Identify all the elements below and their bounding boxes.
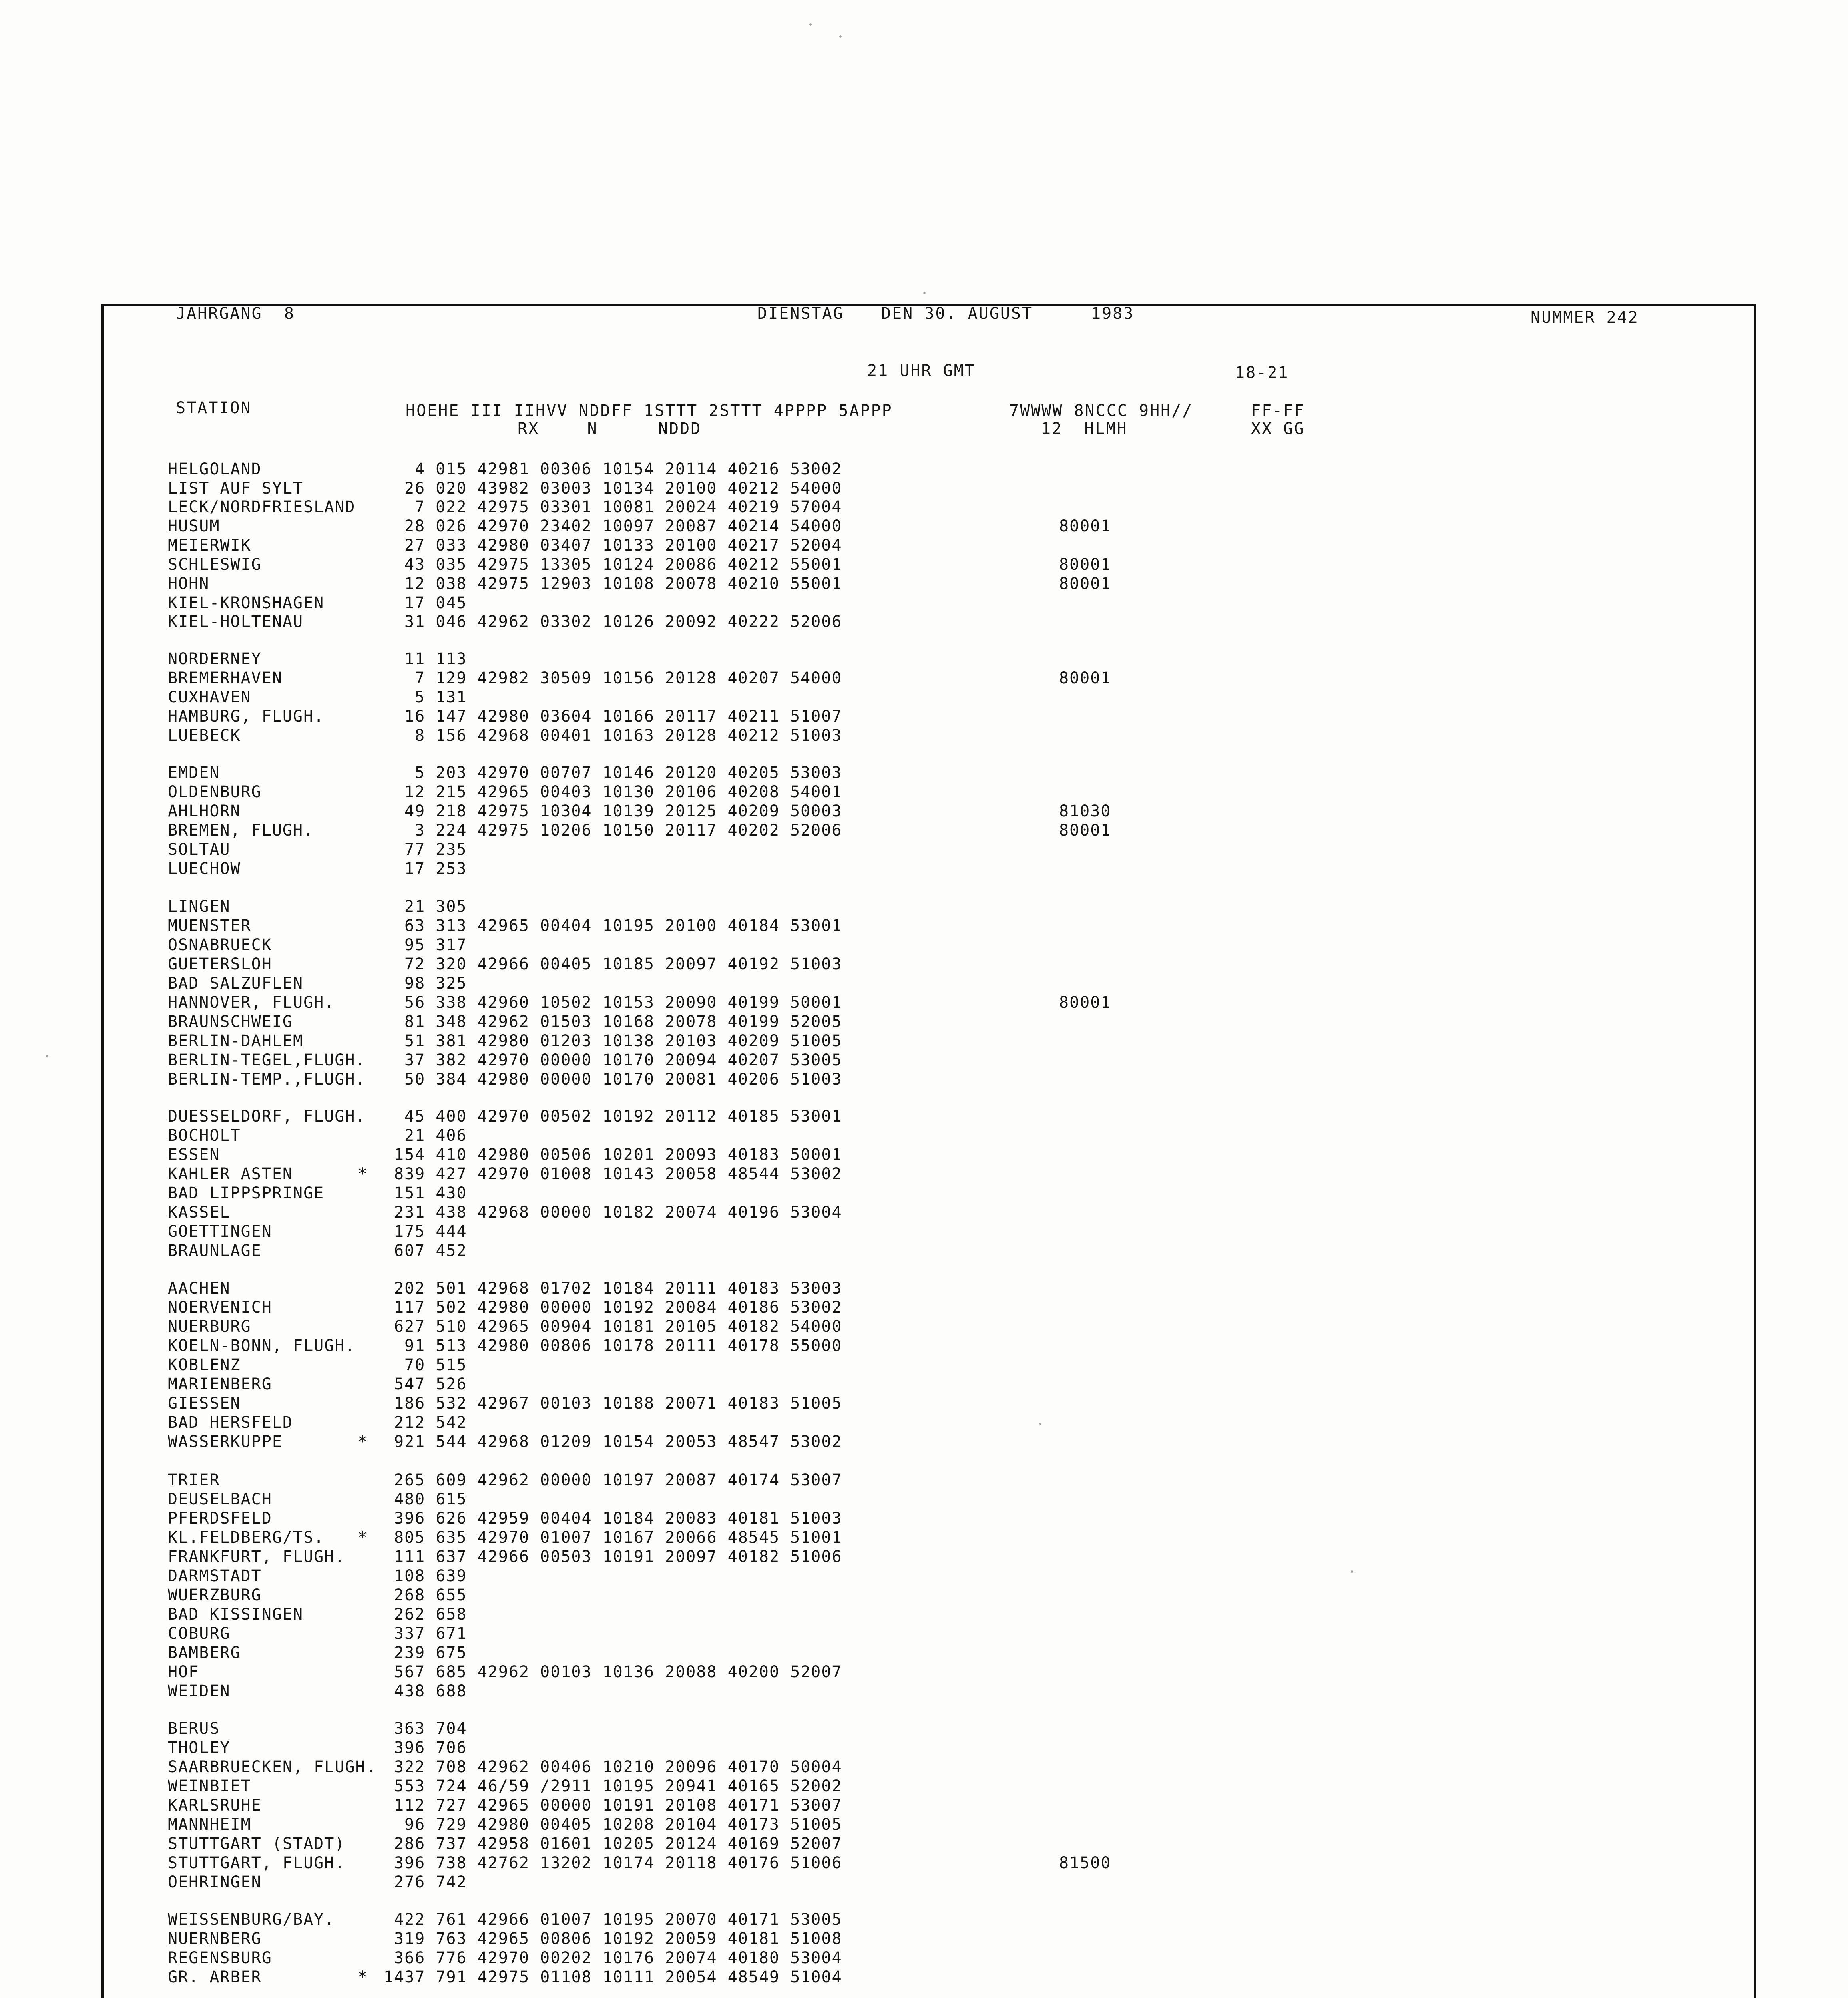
table-row [0, 593, 1519, 613]
observation-values: 337 671 [394, 1624, 467, 1643]
station-name: HELGOLAND [168, 460, 262, 478]
observation-values: 7 022 42975 03301 10081 20024 40219 57004 [415, 498, 842, 516]
supplementary-groups: 81500 [1059, 1854, 1111, 1872]
table-row [0, 993, 1519, 1012]
table-row [0, 1509, 1519, 1528]
station-name: MEIERWIK [168, 536, 251, 555]
table-row [0, 1070, 1519, 1089]
observation-values: 231 438 42968 00000 10182 20074 40196 53004 [394, 1203, 842, 1222]
station-name: WEIDEN [168, 1682, 231, 1700]
supplementary-groups: 81030 [1059, 802, 1111, 820]
scan-speck [809, 23, 812, 26]
table-row [0, 897, 1519, 916]
observation-values: 21 406 [404, 1126, 467, 1145]
station-name: NORDERNEY [168, 650, 262, 668]
table-row [0, 498, 1519, 517]
table-row [0, 1547, 1519, 1566]
table-row [0, 1184, 1519, 1203]
table-row [0, 1031, 1519, 1051]
observation-values: 16 147 42980 03604 10166 20117 40211 51007 [404, 707, 842, 726]
wind-heading-line2: XX GG [1251, 420, 1305, 438]
observation-values: 627 510 42965 00904 10181 20105 40182 54000 [394, 1317, 842, 1336]
station-name: BOCHOLT [168, 1126, 241, 1145]
station-name: SOLTAU [168, 840, 231, 859]
station-name: DARMSTADT [168, 1567, 262, 1585]
station-name: LUECHOW [168, 860, 241, 878]
table-row [0, 821, 1519, 840]
station-name: REGENSBURG [168, 1949, 272, 1967]
supplementary-groups: 80001 [1059, 993, 1111, 1012]
table-row [0, 916, 1519, 935]
table-row [0, 555, 1519, 574]
table-row [0, 1298, 1519, 1317]
station-name: KL.FELDBERG/TS. [168, 1528, 325, 1547]
observation-values: 72 320 42966 00405 10185 20097 40192 51003 [404, 955, 842, 973]
station-name: BERLIN-TEGEL,FLUGH. [168, 1051, 366, 1069]
station-name: BRAUNLAGE [168, 1242, 262, 1260]
observation-values: 265 609 42962 00000 10197 20087 40174 53007 [394, 1471, 842, 1489]
observation-values: 8 156 42968 00401 10163 20128 40212 51003 [415, 726, 842, 745]
table-row [0, 1624, 1519, 1643]
station-name: HUSUM [168, 517, 220, 535]
wind-heading-line1: FF-FF [1251, 402, 1305, 420]
table-row [0, 1203, 1519, 1222]
table-row [0, 1682, 1519, 1701]
table-row [0, 536, 1519, 555]
time-range: 18-21 [1235, 364, 1289, 382]
observation-values: 480 615 [394, 1490, 467, 1508]
date: DEN 30. AUGUST [881, 304, 1033, 323]
observation-values: 91 513 42980 00806 10178 20111 40178 55000 [404, 1337, 842, 1355]
observation-values: 5 131 [415, 688, 467, 706]
station-name: HANNOVER, FLUGH. [168, 993, 335, 1012]
station-name: COBURG [168, 1624, 231, 1643]
observation-time: 21 UHR GMT [867, 362, 976, 380]
observation-values: 96 729 42980 00405 10208 20104 40173 51005 [404, 1815, 842, 1834]
table-row [0, 1910, 1519, 1929]
observation-values: 37 382 42970 00000 10170 20094 40207 53005 [404, 1051, 842, 1069]
scan-speck [923, 292, 926, 294]
observation-values: 268 655 [394, 1586, 467, 1604]
observation-values: 202 501 42968 01702 10184 20111 40183 53003 [394, 1279, 842, 1298]
observation-values: 77 235 [404, 840, 467, 859]
observation-values: 45 400 42970 00502 10192 20112 40185 53001 [404, 1107, 842, 1126]
table-row [0, 1834, 1519, 1853]
table-row [0, 1241, 1519, 1260]
table-row [0, 1719, 1519, 1738]
table-row [0, 1012, 1519, 1031]
observation-values: 151 430 [394, 1184, 467, 1202]
observation-values: 553 724 46/59 /2911 10195 20941 40165 52002 [394, 1777, 842, 1795]
observation-values: 70 515 [404, 1356, 467, 1374]
table-row [0, 840, 1519, 859]
scan-speck [1039, 1423, 1041, 1425]
table-row [0, 1355, 1519, 1375]
station-name: SAARBRUECKEN, FLUGH. [168, 1758, 376, 1776]
observation-values: 112 727 42965 00000 10191 20108 40171 53007 [394, 1796, 842, 1815]
station-name: BERLIN-DAHLEM [168, 1032, 304, 1050]
table-row [0, 669, 1519, 688]
table-row [0, 1394, 1519, 1413]
station-name: WUERZBURG [168, 1586, 262, 1604]
station-name: BREMEN, FLUGH. [168, 821, 314, 840]
table-row [0, 802, 1519, 821]
station-name: KIEL-KRONSHAGEN [168, 594, 325, 612]
supplementary-groups: 80001 [1059, 517, 1111, 535]
observation-values: 51 381 42980 01203 10138 20103 40209 51005 [404, 1032, 842, 1050]
table-row [0, 1528, 1519, 1547]
table-row [0, 1164, 1519, 1184]
table-row [0, 1662, 1519, 1682]
table-row [0, 1051, 1519, 1070]
table-row [0, 1586, 1519, 1605]
table-row [0, 782, 1519, 802]
extra-heading-line1: 7WWWW 8NCCC 9HH// [1009, 402, 1193, 420]
table-row [0, 1796, 1519, 1815]
observation-values: 805 635 42970 01007 10167 20066 48545 51001 [394, 1528, 842, 1547]
mountain-station-marker: * [358, 1433, 368, 1451]
year: 1983 [1091, 304, 1135, 323]
station-name: TRIER [168, 1471, 220, 1489]
observation-values: 98 325 [404, 974, 467, 993]
station-name: BREMERHAVEN [168, 669, 283, 687]
station-name: NUERBURG [168, 1317, 251, 1336]
observation-values: 56 338 42960 10502 10153 20090 40199 50001 [404, 993, 842, 1012]
station-name: EMDEN [168, 764, 220, 782]
station-name: MARIENBERG [168, 1375, 272, 1393]
observation-values: 396 706 [394, 1739, 467, 1757]
table-row [0, 1317, 1519, 1336]
table-row [0, 1375, 1519, 1394]
station-name: DUESSELDORF, FLUGH. [168, 1107, 366, 1126]
table-row [0, 859, 1519, 878]
station-name: BAMBERG [168, 1644, 241, 1662]
mountain-station-marker: * [358, 1528, 368, 1547]
supplementary-groups: 80001 [1059, 821, 1111, 840]
observation-values: 5 203 42970 00707 10146 20120 40205 53003 [415, 764, 842, 782]
column-heading-line1: HOEHE III IIHVV NDDFF 1STTT 2STTT 4PPPP 5APPP [406, 402, 893, 420]
table-row [0, 1873, 1519, 1892]
supplementary-groups: 80001 [1059, 669, 1111, 687]
station-name: KIEL-HOLTENAU [168, 613, 304, 631]
station-name: WEISSENBURG/BAY. [168, 1910, 335, 1929]
station-name: BAD HERSFELD [168, 1413, 293, 1432]
observation-values: 547 526 [394, 1375, 467, 1393]
station-name: LIST AUF SYLT [168, 479, 304, 498]
observation-values: 366 776 42970 00202 10176 20074 40180 53004 [394, 1949, 842, 1967]
table-row [0, 1853, 1519, 1873]
table-row [0, 1757, 1519, 1777]
observation-values: 21 305 [404, 898, 467, 916]
table-row [0, 1279, 1519, 1298]
table-row [0, 1471, 1519, 1490]
station-name: BAD KISSINGEN [168, 1605, 304, 1624]
table-row [0, 574, 1519, 593]
observation-values: 43 035 42975 13305 10124 20086 40212 55001 [404, 555, 842, 574]
table-row [0, 935, 1519, 955]
table-row [0, 517, 1519, 536]
table-row [0, 1643, 1519, 1662]
jahrgang: JAHRGANG 8 [176, 304, 295, 323]
observation-values: 262 658 [394, 1605, 467, 1624]
station-name: WASSERKUPPE [168, 1433, 283, 1451]
table-row [0, 763, 1519, 782]
table-row [0, 1432, 1519, 1451]
observation-values: 11 113 [404, 650, 467, 668]
observation-values: 363 704 [394, 1719, 467, 1738]
station-name: MANNHEIM [168, 1815, 251, 1834]
table-row [0, 1948, 1519, 1968]
station-name: KASSEL [168, 1203, 231, 1222]
observation-values: 50 384 42980 00000 10170 20081 40206 51003 [404, 1070, 842, 1089]
scan-speck [46, 1055, 48, 1057]
scan-speck [1351, 1570, 1353, 1573]
supplementary-groups: 80001 [1059, 575, 1111, 593]
observation-values: 276 742 [394, 1873, 467, 1891]
station-name: THOLEY [168, 1739, 231, 1757]
table-row [0, 649, 1519, 669]
observation-values: 49 218 42975 10304 10139 20125 40209 50003 [404, 802, 842, 820]
station-name: NUERNBERG [168, 1930, 262, 1948]
observation-values: 154 410 42980 00506 10201 20093 40183 50001 [394, 1146, 842, 1164]
station-name: GIESSEN [168, 1394, 241, 1413]
observation-values: 95 317 [404, 936, 467, 954]
station-name: GOETTINGEN [168, 1222, 272, 1241]
station-name: STUTTGART, FLUGH. [168, 1854, 345, 1872]
table-row [0, 1968, 1519, 1987]
observation-values: 3 224 42975 10206 10150 20117 40202 52006 [415, 821, 842, 840]
station-name: KOELN-BONN, FLUGH. [168, 1337, 356, 1355]
supplementary-groups: 80001 [1059, 555, 1111, 574]
observation-values: 212 542 [394, 1413, 467, 1432]
weekday: DIENSTAG [757, 304, 844, 323]
station-name: HAMBURG, FLUGH. [168, 707, 325, 726]
table-row [0, 612, 1519, 631]
mountain-station-marker: * [358, 1968, 368, 1986]
station-name: OLDENBURG [168, 783, 262, 801]
station-name: BAD LIPPSPRINGE [168, 1184, 325, 1202]
station-name: GR. ARBER [168, 1968, 262, 1986]
station-name: FRANKFURT, FLUGH. [168, 1548, 345, 1566]
observation-values: 17 253 [404, 860, 467, 878]
observation-values: 1437 791 42975 01108 10111 20054 48549 51004 [384, 1968, 842, 1986]
table-row [0, 688, 1519, 707]
table-row [0, 1413, 1519, 1432]
table-row [0, 1222, 1519, 1241]
table-row [0, 1929, 1519, 1948]
observation-values: 567 685 42962 00103 10136 20088 40200 52007 [394, 1663, 842, 1681]
table-row [0, 1336, 1519, 1355]
table-row [0, 1145, 1519, 1164]
table-row [0, 1490, 1519, 1509]
observation-values: 607 452 [394, 1242, 467, 1260]
observation-values: 286 737 42958 01601 10205 20124 40169 52007 [394, 1835, 842, 1853]
observation-values: 111 637 42966 00503 10191 20097 40182 51006 [394, 1548, 842, 1566]
table-row [0, 1126, 1519, 1145]
table-row [0, 726, 1519, 745]
station-name: BERUS [168, 1719, 220, 1738]
observation-values: 921 544 42968 01209 10154 20053 48547 53002 [394, 1433, 842, 1451]
station-name: SCHLESWIG [168, 555, 262, 574]
observation-values: 81 348 42962 01503 10168 20078 40199 52005 [404, 1013, 842, 1031]
table-row [0, 1107, 1519, 1126]
observation-values: 108 639 [394, 1567, 467, 1585]
table-row [0, 1738, 1519, 1757]
station-name: ESSEN [168, 1146, 220, 1164]
observation-values: 438 688 [394, 1682, 467, 1700]
station-name: BRAUNSCHWEIG [168, 1013, 293, 1031]
observation-values: 63 313 42965 00404 10195 20100 40184 53001 [404, 917, 842, 935]
station-name: PFERDSFELD [168, 1509, 272, 1528]
station-heading: STATION [176, 399, 252, 417]
station-name: AHLHORN [168, 802, 241, 820]
table-row [0, 1605, 1519, 1624]
station-name: OSNABRUECK [168, 936, 272, 954]
observation-values: 422 761 42966 01007 10195 20070 40171 53005 [394, 1910, 842, 1929]
observation-values: 322 708 42962 00406 10210 20096 40170 50004 [394, 1758, 842, 1776]
observation-values: 7 129 42982 30509 10156 20128 40207 54000 [415, 669, 842, 687]
station-name: NOERVENICH [168, 1298, 272, 1317]
table-row [0, 479, 1519, 498]
observation-values: 186 532 42967 00103 10188 20071 40183 51005 [394, 1394, 842, 1413]
table-row [0, 955, 1519, 974]
observation-values: 4 015 42981 00306 10154 20114 40216 53002 [415, 460, 842, 478]
observation-values: 27 033 42980 03407 10133 20100 40217 52004 [404, 536, 842, 555]
observation-values: 117 502 42980 00000 10192 20084 40186 53002 [394, 1298, 842, 1317]
observation-values: 26 020 43982 03003 10134 20100 40212 54000 [404, 479, 842, 498]
station-name: OEHRINGEN [168, 1873, 262, 1891]
observation-values: 17 045 [404, 594, 467, 612]
observation-values: 396 738 42762 13202 10174 20118 40176 51006 [394, 1854, 842, 1872]
mountain-station-marker: * [358, 1165, 368, 1183]
station-name: MUENSTER [168, 917, 251, 935]
observation-values: 239 675 [394, 1644, 467, 1662]
table-row [0, 974, 1519, 993]
station-name: DEUSELBACH [168, 1490, 272, 1508]
station-name: WEINBIET [168, 1777, 251, 1795]
station-name: STUTTGART (STADT) [168, 1835, 345, 1853]
station-name: KARLSRUHE [168, 1796, 262, 1815]
station-name: LINGEN [168, 898, 231, 916]
extra-heading-line2: 12 HLMH [1041, 420, 1128, 438]
observation-values: 12 215 42965 00403 10130 20106 40208 54001 [404, 783, 842, 801]
station-name: HOHN [168, 575, 210, 593]
station-name: BAD SALZUFLEN [168, 974, 304, 993]
station-name: LECK/NORDFRIESLAND [168, 498, 356, 516]
issue-number: NUMMER 242 [1531, 308, 1639, 327]
observation-values: 839 427 42970 01008 10143 20058 48544 53002 [394, 1165, 842, 1183]
station-name: CUXHAVEN [168, 688, 251, 706]
table-row [0, 460, 1519, 479]
station-name: GUETERSLOH [168, 955, 272, 973]
station-name: KAHLER ASTEN [168, 1165, 293, 1183]
station-name: LUEBECK [168, 726, 241, 745]
scan-speck [839, 35, 842, 38]
station-name: AACHEN [168, 1279, 231, 1298]
observation-values: 396 626 42959 00404 10184 20083 40181 51003 [394, 1509, 842, 1528]
column-heading-line2: RX N NDDD [518, 420, 702, 438]
table-row [0, 707, 1519, 726]
table-row [0, 1777, 1519, 1796]
observation-values: 175 444 [394, 1222, 467, 1241]
table-row [0, 1566, 1519, 1586]
observation-values: 12 038 42975 12903 10108 20078 40210 55001 [404, 575, 842, 593]
observation-values: 28 026 42970 23402 10097 20087 40214 54000 [404, 517, 842, 535]
table-row [0, 1815, 1519, 1834]
observation-values: 31 046 42962 03302 10126 20092 40222 52006 [404, 613, 842, 631]
station-name: BERLIN-TEMP.,FLUGH. [168, 1070, 366, 1089]
station-name: HOF [168, 1663, 199, 1681]
station-name: KOBLENZ [168, 1356, 241, 1374]
observation-values: 319 763 42965 00806 10192 20059 40181 51008 [394, 1930, 842, 1948]
